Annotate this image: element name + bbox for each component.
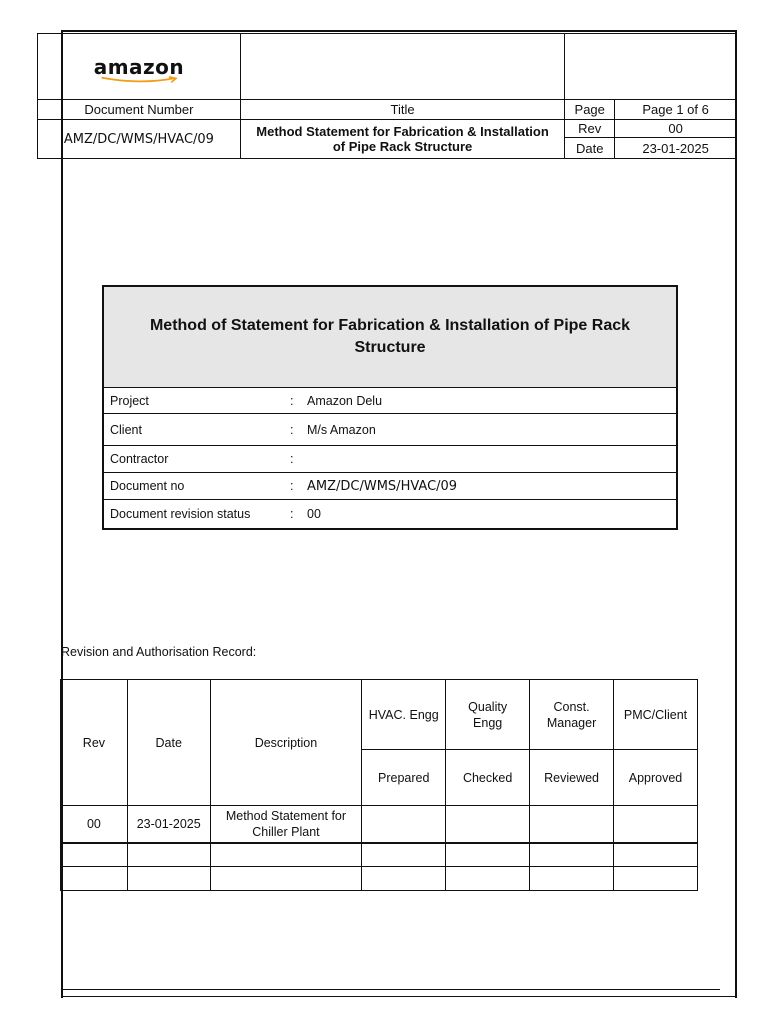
revision-table — [60, 679, 698, 891]
rev-value: 00 — [615, 120, 737, 138]
table-row — [61, 843, 698, 867]
info-row-document-no — [104, 473, 676, 500]
row-reviewed — [530, 806, 614, 843]
role-header-pmc: PMC/Client — [614, 680, 698, 750]
info-separator: : — [290, 479, 294, 493]
empty-cell — [614, 867, 698, 891]
header-blank-cell-right — [565, 34, 737, 100]
info-value: M/s Amazon — [307, 422, 376, 437]
empty-cell — [530, 867, 614, 891]
row-rev: 00 — [61, 806, 128, 843]
empty-cell — [61, 867, 128, 891]
info-label: Client — [110, 422, 142, 437]
page-value: Page 1 of 6 — [615, 100, 737, 120]
title-label: Title — [240, 100, 564, 120]
info-row-contractor — [104, 446, 676, 473]
info-label: Project — [110, 393, 149, 408]
amazon-logo: amazon — [94, 55, 184, 79]
info-value: AMZ/DC/WMS/HVAC/09 — [307, 478, 458, 494]
empty-cell — [362, 843, 446, 867]
cover-title: Method of Statement for Fabrication & Installation of Pipe Rack Structure — [104, 287, 676, 388]
role-header-quality: Quality Engg — [446, 680, 530, 750]
cover-box — [102, 285, 678, 530]
document-title: Method Statement for Fabrication & Installation of Pipe Rack Structure — [240, 120, 564, 159]
empty-cell — [127, 867, 210, 891]
document-number-value: AMZ/DC/WMS/HVAC/09 — [38, 120, 241, 159]
action-checked: Checked — [446, 750, 530, 806]
row-approved — [614, 806, 698, 843]
page-label: Page — [565, 100, 615, 120]
info-value: Amazon Delu — [307, 393, 383, 408]
row-prepared — [362, 806, 446, 843]
amazon-smile-icon — [100, 76, 180, 84]
info-separator: : — [290, 452, 294, 466]
date-label: Date — [565, 138, 615, 159]
rev-header: Rev — [61, 680, 128, 806]
info-separator: : — [290, 507, 294, 521]
empty-cell — [362, 867, 446, 891]
info-row-project — [104, 388, 676, 414]
rev-label: Rev — [565, 120, 615, 138]
description-header: Description — [210, 680, 362, 806]
info-label: Contractor — [110, 452, 169, 466]
document-number-label: Document Number — [38, 100, 241, 120]
empty-cell — [210, 867, 362, 891]
page-bottom-border — [61, 996, 737, 997]
info-value: 00 — [307, 507, 321, 521]
document-header-table — [37, 33, 737, 159]
table-row — [61, 806, 698, 843]
action-reviewed: Reviewed — [530, 750, 614, 806]
info-separator: : — [290, 422, 294, 437]
info-label: Document revision status — [110, 507, 251, 521]
revision-record-caption: Revision and Authorisation Record: — [61, 645, 257, 659]
date-header: Date — [127, 680, 210, 806]
info-row-client — [104, 414, 676, 446]
role-header-hvac: HVAC. Engg — [362, 680, 446, 750]
role-header-const-manager: Const. Manager — [530, 680, 614, 750]
empty-cell — [446, 843, 530, 867]
empty-cell — [61, 843, 128, 867]
table-row — [61, 867, 698, 891]
row-checked — [446, 806, 530, 843]
row-date: 23-01-2025 — [127, 806, 210, 843]
empty-cell — [530, 843, 614, 867]
empty-cell — [210, 843, 362, 867]
date-value: 23-01-2025 — [615, 138, 737, 159]
info-separator: : — [290, 393, 294, 408]
empty-cell — [127, 843, 210, 867]
info-row-revision-status — [104, 500, 676, 528]
empty-cell — [614, 843, 698, 867]
header-blank-cell — [240, 34, 564, 100]
logo-cell — [38, 34, 241, 100]
action-approved: Approved — [614, 750, 698, 806]
page-bottom-rule — [61, 989, 720, 990]
row-description: Method Statement for Chiller Plant — [210, 806, 362, 843]
action-prepared: Prepared — [362, 750, 446, 806]
empty-cell — [446, 867, 530, 891]
info-label: Document no — [110, 479, 185, 493]
